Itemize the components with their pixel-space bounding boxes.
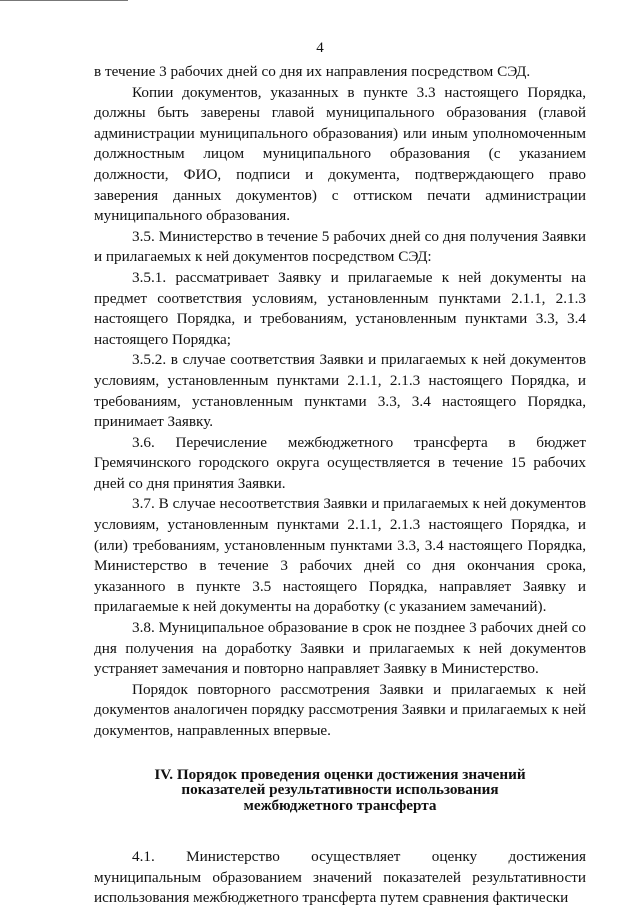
section-heading-line: IV. Порядок проведения оценки достижения значений	[154, 765, 526, 783]
paragraph: 3.5.2. в случае соответствия Заявки и прилагаемых к ней документов условиям, установленным пунктами 2.1.1, 2.1.3 настоящего Порядка, и требованиям, установленным пунктами 3.3, 3.4 настоящего Порядка, принимает Заявку.	[94, 351, 586, 431]
paragraph: в течение 3 рабочих дней со дня их направления посредством СЭД.	[94, 63, 531, 80]
section-heading	[94, 767, 586, 814]
scan-edge-line	[0, 0, 128, 1]
paragraph: Порядок повторного рассмотрения Заявки и прилагаемых к ней документов аналогичен порядку рассмотрения Заявки и прилагаемых к ней документов, направленных впервые.	[94, 680, 586, 739]
paragraph: Копии документов, указанных в пункте 3.3 настоящего Порядка, должны быть заверены главой муниципального образования (главой администрации муниципального образования) или иным уполномоченным должностным лицом муниципального образования (с указанием должности, ФИО, подписи и документа, подтверждающего право заверения данных документов) с оттиском печати администрации муниципального образования.	[94, 83, 586, 225]
paragraph: 3.5. Министерство в течение 5 рабочих дней со дня получения Заявки и прилагаемых к ней документов посредством СЭД:	[94, 227, 586, 266]
section-heading-line: показателей результативности использования	[181, 781, 499, 799]
paragraph: 3.7. В случае несоответствия Заявки и прилагаемых к ней документов условиям, установленным пунктами 2.1.1, 2.1.3 настоящего Порядка, и (или) требованиям, установленным пунктами 3.3, 3.4 настоящего Порядка, Министерство в течение 3 рабочих дней со дня окончания срока, указанного в пункте 3.5 настоящего Порядка, направляет Заявку и прилагаемые к ней документы на доработку (с указанием замечаний).	[94, 495, 586, 616]
document-body	[94, 62, 586, 909]
section-heading-line: межбюджетного трансферта	[243, 796, 437, 814]
paragraph: 3.5.1. рассматривает Заявку и прилагаемые к ней документы на предмет соответствия условиям, установленным пунктами 2.1.1, 2.1.3 настоящего Порядка, и требованиям, установленным пунктами 3.3, 3.4 настоящего Порядка;	[94, 268, 586, 348]
closing-paragraph: 4.1. Министерство осуществляет оценку достижения муниципальным образованием значений показателей результативности использования межбюджетного трансферта путем сравнения фактически	[94, 848, 586, 907]
page-number: 4	[316, 40, 324, 56]
paragraph: 3.6. Перечисление межбюджетного трансферта в бюджет Гремячинского городского округа осуществляется в течение 15 рабочих дней со дня принятия Заявки.	[94, 433, 586, 492]
paragraph: 3.8. Муниципальное образование в срок не позднее 3 рабочих дней со дня получения на доработку Заявки и прилагаемых к ней документов устраняет замечания и повторно направляет Заявку в Министерство.	[94, 619, 586, 678]
